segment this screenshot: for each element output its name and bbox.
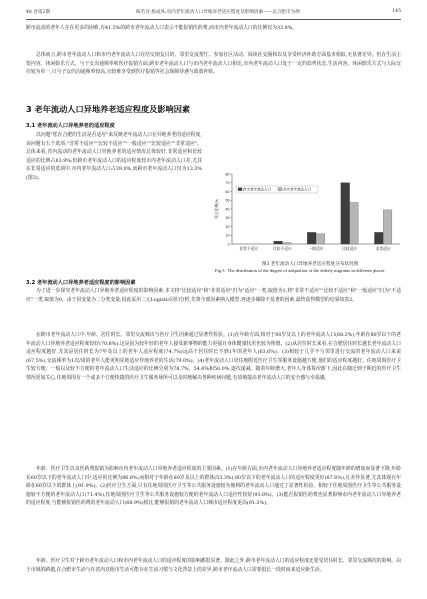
- journal-issue: 48 卷第2期: [26, 10, 51, 15]
- bar-cross-city: [307, 232, 316, 244]
- section-heading-3: 3 老年流动人口异地养老适应程度及影响因素: [26, 104, 191, 114]
- page-number: 145: [392, 9, 401, 14]
- figure-caption-cn: 图3 老年流动人口异地养老适应程度分布状况图: [261, 262, 359, 267]
- x-tick-label: 一般适应: [308, 246, 324, 251]
- x-tick-label: 比较不适应: [272, 246, 292, 251]
- x-tick-label: 非常适应: [375, 246, 391, 251]
- header-rule: [26, 19, 401, 20]
- bar-cross-city: [341, 183, 350, 244]
- paragraph-adaptation: 以问题"您在合肥的生活是否适应"来反映老年流动人口在异地养老的适应程度,该问题有五个选项:"非常不适应""比较不适应""一般适应""比较适应""非常适应"。总体来看,省内流动的老年流动人口异地养老的适应情况总体较好,非常适应和比较适应的比例占83.9%;但跨市老年流动人口的适应程度较市内老年流动人口差,尤其在非常适应的选项中,市内老年流动人口占39.0%,而跨市老年流动人口仅为13.3%(图3)。: [26, 132, 202, 181]
- y-axis-label: 所占比例/%: [214, 198, 219, 220]
- legend-swatch: [278, 188, 282, 191]
- y-tick-label: 70: [225, 181, 230, 186]
- y-tick-label: 50: [225, 198, 230, 203]
- paragraph-intra-city: 年龄、医疗卫生以及医药费报销为影响市内老年流动人口异地养老适应程度的主要因素。(1)在年龄方面,市内老年流动人口异地养老适应程度随年龄的增加而显著下降,年龄在60岁以下的老年流动人口中,适应的比例为86.8%;而相对于年龄在80岁及以上的群体(53.3%),80岁以下的老年流动人口的适应程度更好(87.6%),且差异显著,尤其体现在年龄在60岁以下的群体上(91.9%)。(2)医疗卫生方面,只有住地周围医疗卫生等公共服务设施较为便利的老年流动人口通过了显著性检验。相较于住地周围医疗卫生等公共服务设施较不方便的老年流动人口(71.4%),住地周围医疗卫生等公共服务设施较方便的老年流动人口适应性较好(93.8%)。(3)能否报销医药费也显著影响市内老年流动人口异地养老的适应程度,与能够报销医药费的老年流动人口(68.9%)相比,能够报销的老年流动人口城市适应程度更高(91.2%)。: [26, 466, 401, 507]
- section-heading-3-1: 3.1 老年流动人口异地养老的适应程度: [26, 123, 115, 129]
- figure-caption: [215, 262, 405, 275]
- bar-intra-city: [350, 202, 359, 244]
- y-tick-label: 40: [225, 207, 230, 212]
- running-header: [26, 9, 401, 19]
- bar-intra-city: [383, 210, 392, 244]
- legend-label: 市内老年流动人口: [283, 187, 311, 192]
- y-tick-label: 80: [225, 172, 230, 177]
- x-tick-label: 比较适应: [342, 246, 358, 251]
- paragraph-cross-city: 在跨市老年流动人口中,年龄、居住时长、邻里交流频次与医疗卫生因素通过显著性检验。(1)在年龄方面,相对于80岁及以上的老年流动人口(68.2%),年龄在80岁以下的老年流动人口异地养老适应程度较好(70.8%),这是因为较年轻的老年人接受新事物的能力更强且身体健康状况也较为理想。(2)从居住时长来看,在合肥居住时长越长老年流动人口适应程度越好,尤其是居住时长为7年及以上的老年人适应程度(74.7%)远高于居住时长不到1年的老年人(63.6%)。(3)相较于几乎不与邻里进行交流的老年流动人口来说(67.5%),交流频率为1次/周的老年人能更明显地适应异地养老的生活(79.0%)。(4)老年流动人口居住地附近医疗卫生等服务设施越方便,他们的适应程度越好。住地周围医疗卫生较方便、一般以及较不方便的老年流动人口生活适应的比例分别为78.7%、54.6%和50.0%,逐次递减。随着年龄增大,老年人身体每况愈下,因此在随迁到子期近的医疗卫生情况更加关心,住地周围有一个或多个方便快捷的医疗卫生服务场所可以及时地解决各种疾病问题,有效地提高老年流动人口的安全感与幸福感。: [26, 332, 401, 381]
- y-tick-label: 30: [225, 216, 230, 221]
- legend-label: 跨市老年流动人口: [243, 187, 271, 192]
- bar-intra-city: [316, 234, 325, 244]
- paragraph-method: 为了进一步探究老年流动人口异地养老适应程度的影响因素,本文将"比较适应"和"非常适应"归为"适应"一类,取值为1,将"非常不适应""比较不适应"和"一般适应"归为"不适应"一类,取值为0。由于因变量为二分类变量,因此采用二元Logistic回归分析,先将全部因素纳入模型,再逐步剔除不显著的因素,最终获得模型的结果如表2。: [26, 288, 401, 303]
- y-tick-label: 0: [227, 242, 230, 247]
- paragraph-summary: 总体而言,跨市老年流动人口和市内老年流动人口在结交朋友目的、邻里交流帮忙、参加社区活动、阅读社交圈和以及享受经济补助方面基本相似,无显著差异。但在生活主要内容、休闲娱乐方式、与子女沟通频率和医疗报销方面,跨市老年流动人口与市内老年流动人口相比,市内老年流动人口处于一定的弱势状态,生活内容、休闲娱乐方式与人际交往较为单一,只与子女的沟通频率较高,且较难享受到医疗报销等社会保障待遇与政策补贴。: [26, 52, 401, 76]
- section-heading-3-2: 3.2 老年流动人口异地养老适应程度的影响因素: [26, 280, 136, 286]
- bar-cross-city: [374, 232, 383, 244]
- paragraph-intro: 跨市流动的老年人存在更多的困难,有41.5%的跨市老年流动人口表示不能报销医药费,而市内老年流动人口的比例仅为33.8%。: [26, 25, 298, 31]
- legend-swatch: [238, 188, 242, 191]
- bar-intra-city: [282, 243, 291, 244]
- y-tick-label: 60: [225, 189, 230, 194]
- y-tick-label: 20: [225, 224, 230, 229]
- x-tick-label: 非常不适应: [239, 246, 259, 251]
- figure-caption-en: The distribution of the degree of adaptation of the elderly migrants in different places: [227, 268, 385, 274]
- paragraph-comparison: 年龄、医疗卫生对于跨市老年流动人口和市内老年流动人口的适应程度的影响都很显著。除此之外,跨市老年流动人口的适应程度还要受居住时长、邻里交流频次的影响。由于市域的跨越,在合肥市生活与在省内其他市生活可能存在生活习惯与文化背景上的差异,跨市老年流动人口需要很长一段时间来适应新生活,: [26, 558, 401, 573]
- bar-cross-city: [274, 241, 283, 244]
- y-tick-label: 10: [225, 233, 230, 238]
- figure-label-en: Fig.3: [215, 268, 225, 274]
- article-running-title: 杨若诗,杨成凤:省内老年流动人口异地养老适应程度及影响因素——以合肥市为例: [136, 10, 300, 15]
- adaptation-bar-chart: [214, 170, 404, 260]
